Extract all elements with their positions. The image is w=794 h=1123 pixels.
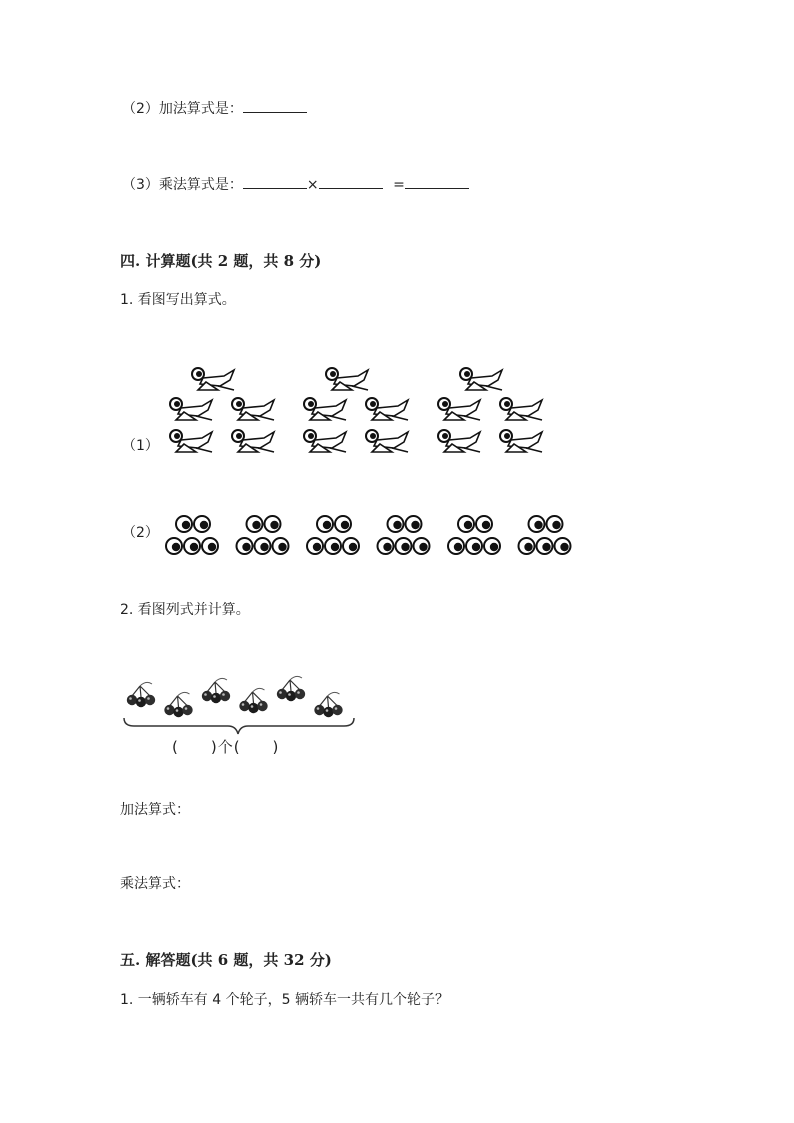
row-1-label: （1） [122,438,159,454]
q2-add-label: 加法算式： [120,802,190,818]
times-sign: × [306,177,319,193]
cherry-bunch-icon [277,676,305,701]
equals-sign: = [393,177,405,193]
curly-brace [124,718,354,734]
cherry-bunch-icon [202,678,230,703]
question-5-1: 1. 一辆轿车有 4 个轮子，5 辆轿车一共有几个轮子？ [120,992,449,1008]
question-4-1: 1. 看图写出算式。 [120,292,236,308]
cherry-bunch-icon [127,682,155,707]
row-2-label: （2） [122,525,159,541]
cherry-bunch-icon [239,688,267,713]
section-4-title: 四. 计算题(共 2 题，共 8 分) [120,252,322,270]
add-formula-label: （2）加法算式是： [122,101,243,117]
section-5-title: 五. 解答题(共 6 题，共 32 分) [120,951,332,969]
cherry-bunch-icon [164,692,192,717]
cherry-bunch-icon [314,692,342,717]
question-4-2: 2. 看图列式并计算。 [120,602,250,618]
q2-mul-label: 乘法算式： [120,876,190,892]
brace-caption: ( )个( ) [172,738,280,756]
mul-formula-label: （3）乘法算式是： [122,177,243,193]
